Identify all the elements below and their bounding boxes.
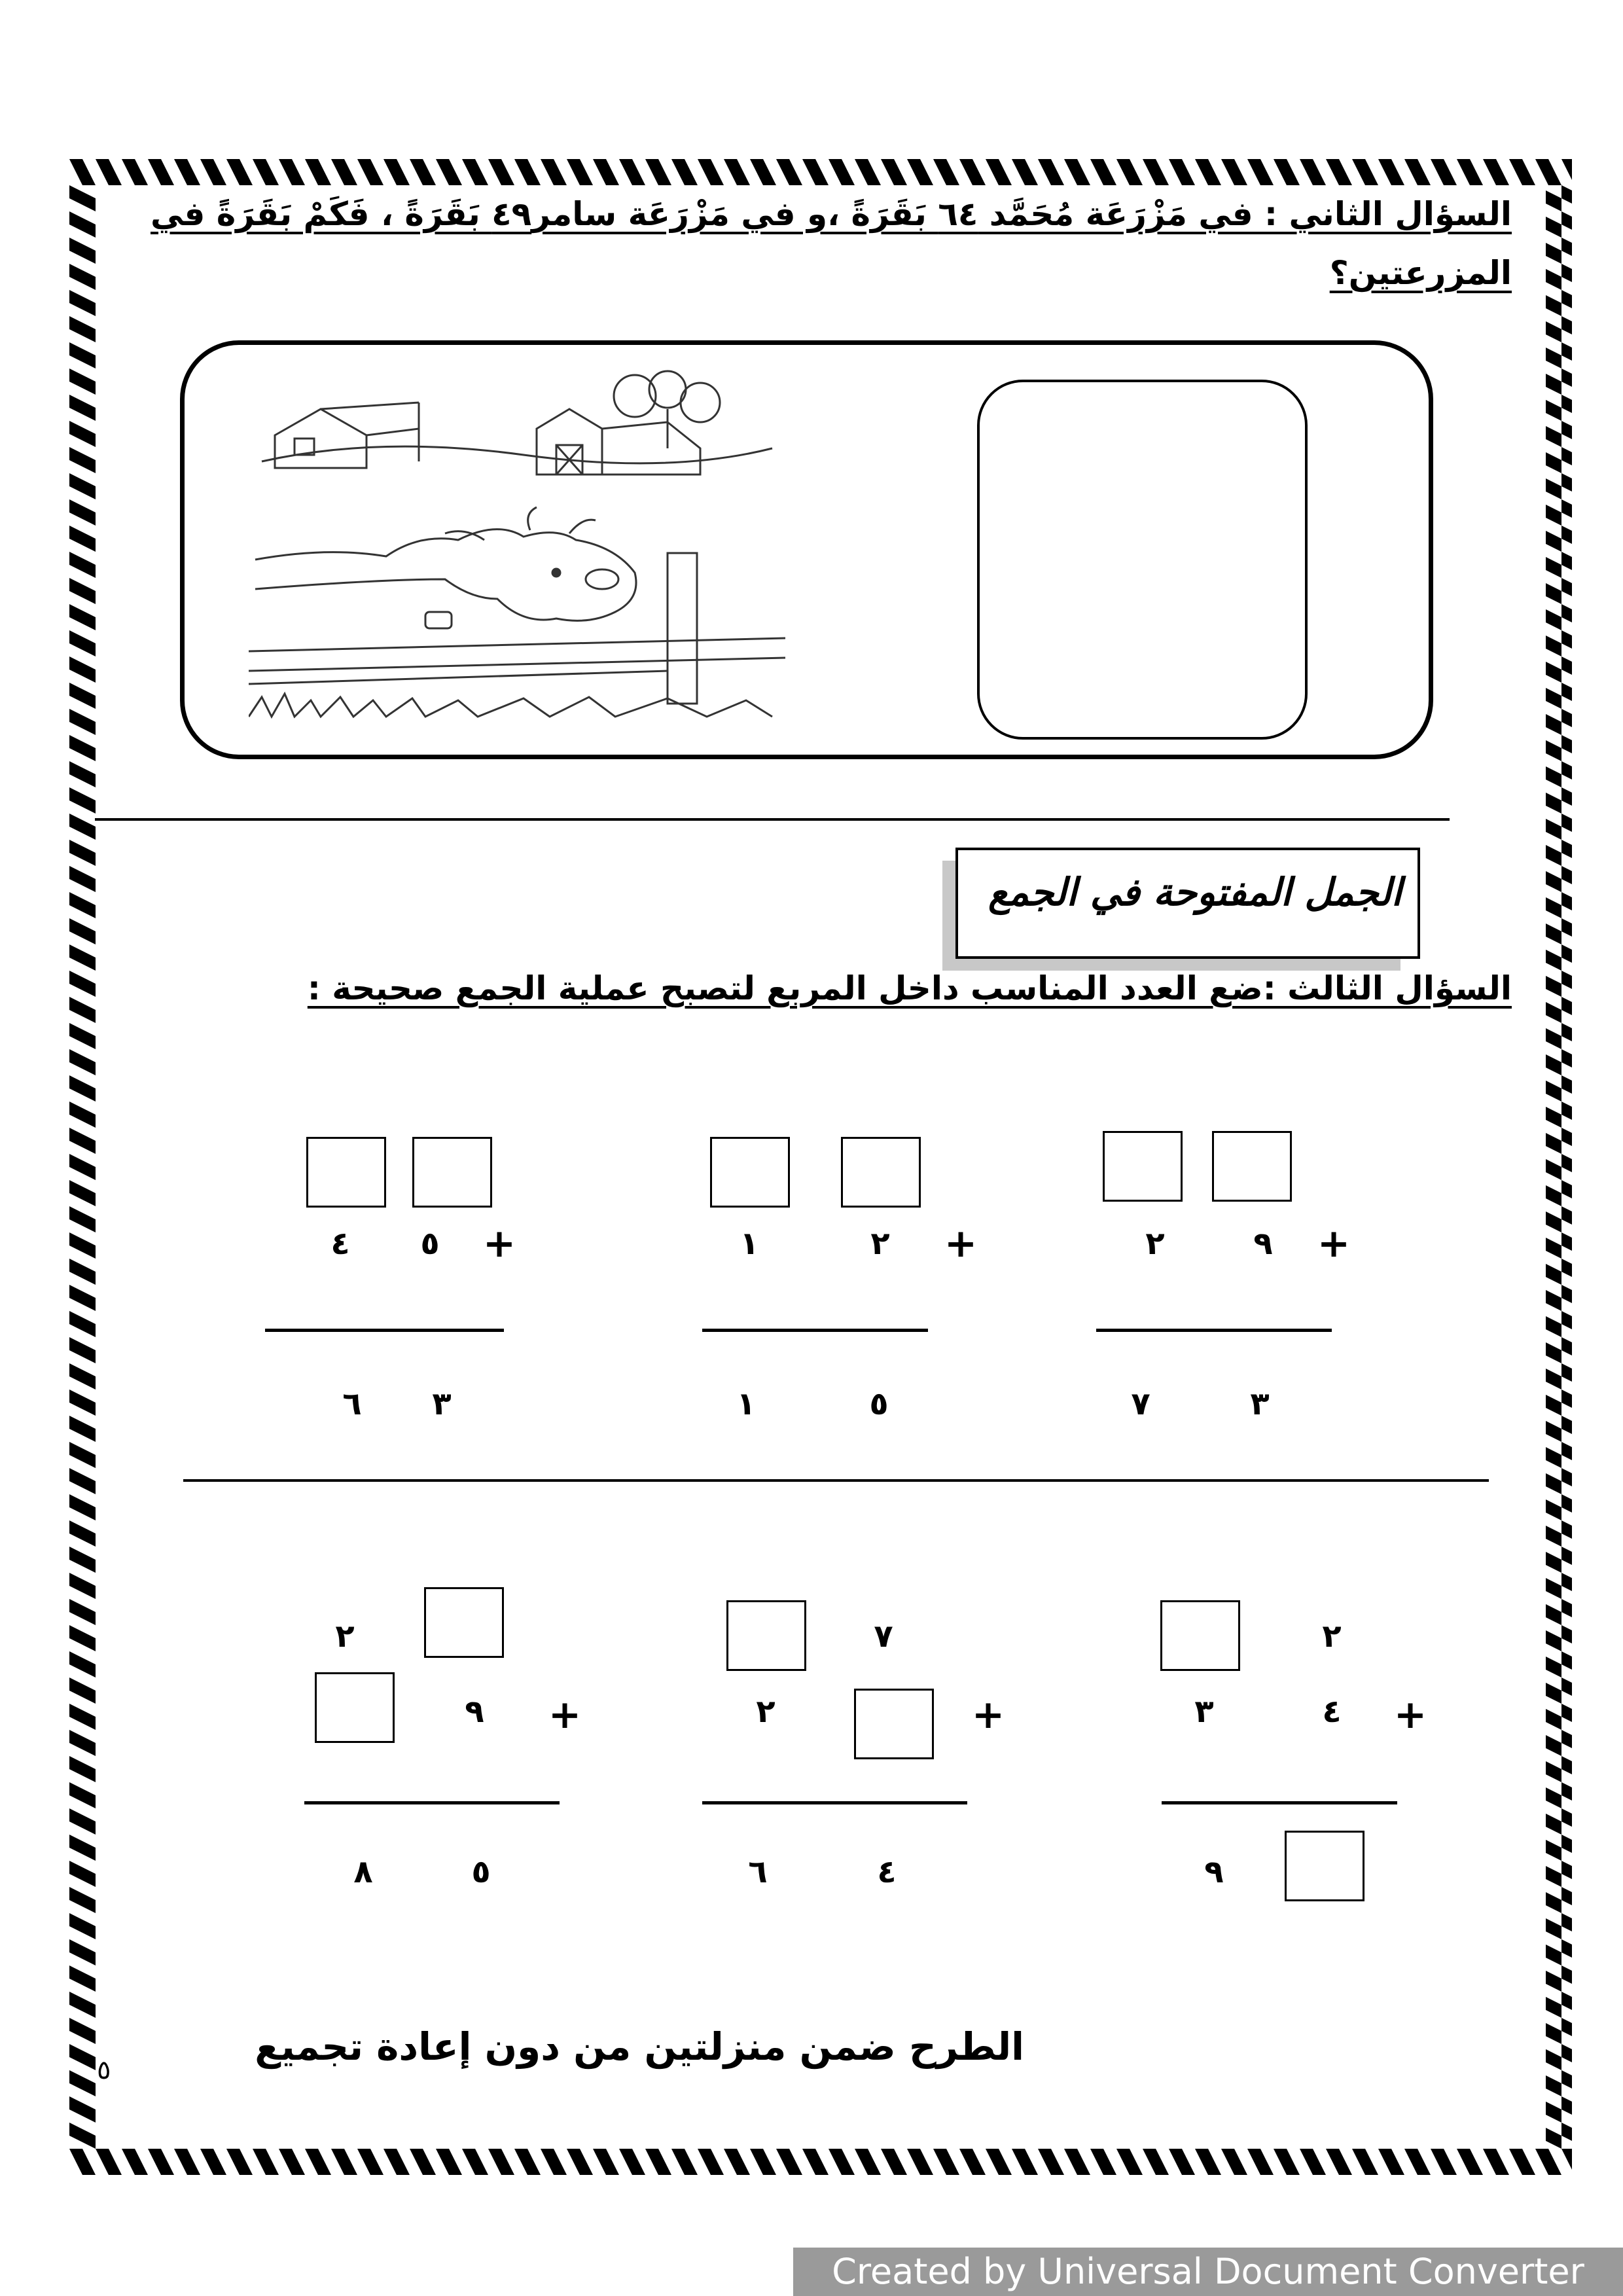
plus-sign: + — [482, 1221, 516, 1266]
answer-box[interactable] — [412, 1137, 492, 1208]
sum-digit: ٧ — [1131, 1386, 1150, 1422]
sum-line — [1096, 1329, 1332, 1332]
addend-digit: ٩ — [465, 1693, 484, 1730]
addend-digit: ٤ — [330, 1225, 350, 1262]
sum-digit: ٨ — [353, 1854, 373, 1890]
plus-sign: + — [944, 1221, 978, 1266]
sum-digit: ١ — [736, 1386, 756, 1422]
addend-digit: ٧ — [874, 1618, 893, 1655]
sum-digit: ٤ — [877, 1854, 897, 1890]
sum-line — [702, 1329, 928, 1332]
farm-cow-illustration — [249, 363, 785, 736]
addend-digit: ٢ — [1145, 1225, 1165, 1262]
plus-sign: + — [548, 1692, 582, 1738]
sum-digit: ٩ — [1204, 1854, 1224, 1890]
sum-line — [702, 1801, 967, 1804]
addend-digit: ١ — [740, 1225, 759, 1262]
sum-digit: ٣ — [1250, 1386, 1270, 1422]
sum-digit: ٥ — [869, 1386, 889, 1422]
question-two-line2: المزرعتين؟ — [1329, 254, 1512, 292]
section-title: الجمل المفتوحة في الجمع — [988, 870, 1402, 914]
section-divider — [95, 818, 1450, 821]
answer-box[interactable] — [726, 1600, 806, 1671]
answer-box[interactable] — [977, 380, 1308, 740]
answer-box[interactable] — [710, 1137, 790, 1208]
footer-watermark: Created by Universal Document Converter — [793, 2248, 1623, 2296]
addend-digit: ٢ — [1322, 1618, 1342, 1655]
answer-box[interactable] — [315, 1672, 395, 1743]
sum-digit: ٣ — [432, 1386, 452, 1422]
question-three: السؤال الثالث :ضع العدد المناسب داخل المربع لتصبح عملية الجمع صحيحة : — [307, 969, 1512, 1007]
sum-line — [265, 1329, 504, 1332]
answer-box[interactable] — [424, 1587, 504, 1658]
sum-digit: ٥ — [471, 1854, 491, 1890]
section-title-card — [955, 848, 1420, 959]
answer-box[interactable] — [1285, 1831, 1364, 1901]
addend-digit: ٣ — [1194, 1693, 1214, 1730]
answer-box[interactable] — [1160, 1600, 1240, 1671]
answer-box[interactable] — [1212, 1131, 1292, 1202]
addend-digit: ٢ — [870, 1225, 890, 1262]
answer-box[interactable] — [854, 1689, 934, 1759]
answer-box[interactable] — [1103, 1131, 1183, 1202]
subtraction-heading: الطرح ضمن منزلتين من دون إعادة تجميع — [255, 2024, 1024, 2069]
answer-box[interactable] — [306, 1137, 386, 1208]
addend-digit: ٩ — [1253, 1225, 1273, 1262]
sum-digit: ٦ — [342, 1386, 362, 1422]
page-number: ٥ — [97, 2055, 111, 2085]
sum-digit: ٦ — [748, 1854, 768, 1890]
sum-line — [304, 1801, 560, 1804]
plus-sign: + — [1393, 1692, 1427, 1738]
addend-digit: ٥ — [420, 1225, 440, 1262]
plus-sign: + — [971, 1692, 1005, 1738]
addend-digit: ٢ — [335, 1618, 355, 1655]
question-two-line1: السؤال الثاني : في مَزْرَعَة مُحَمَّد ٦٤ بَقَرَةً ،و في مَزْرَعَة سامر٤٩ بَقَرَةً ، فَكَمْ بَقَرَةً في — [150, 195, 1512, 233]
plus-sign: + — [1317, 1221, 1351, 1266]
sum-line — [1162, 1801, 1397, 1804]
rows-divider — [183, 1479, 1489, 1482]
addend-digit: ٢ — [756, 1693, 776, 1730]
answer-box[interactable] — [841, 1137, 921, 1208]
addend-digit: ٤ — [1322, 1693, 1342, 1730]
